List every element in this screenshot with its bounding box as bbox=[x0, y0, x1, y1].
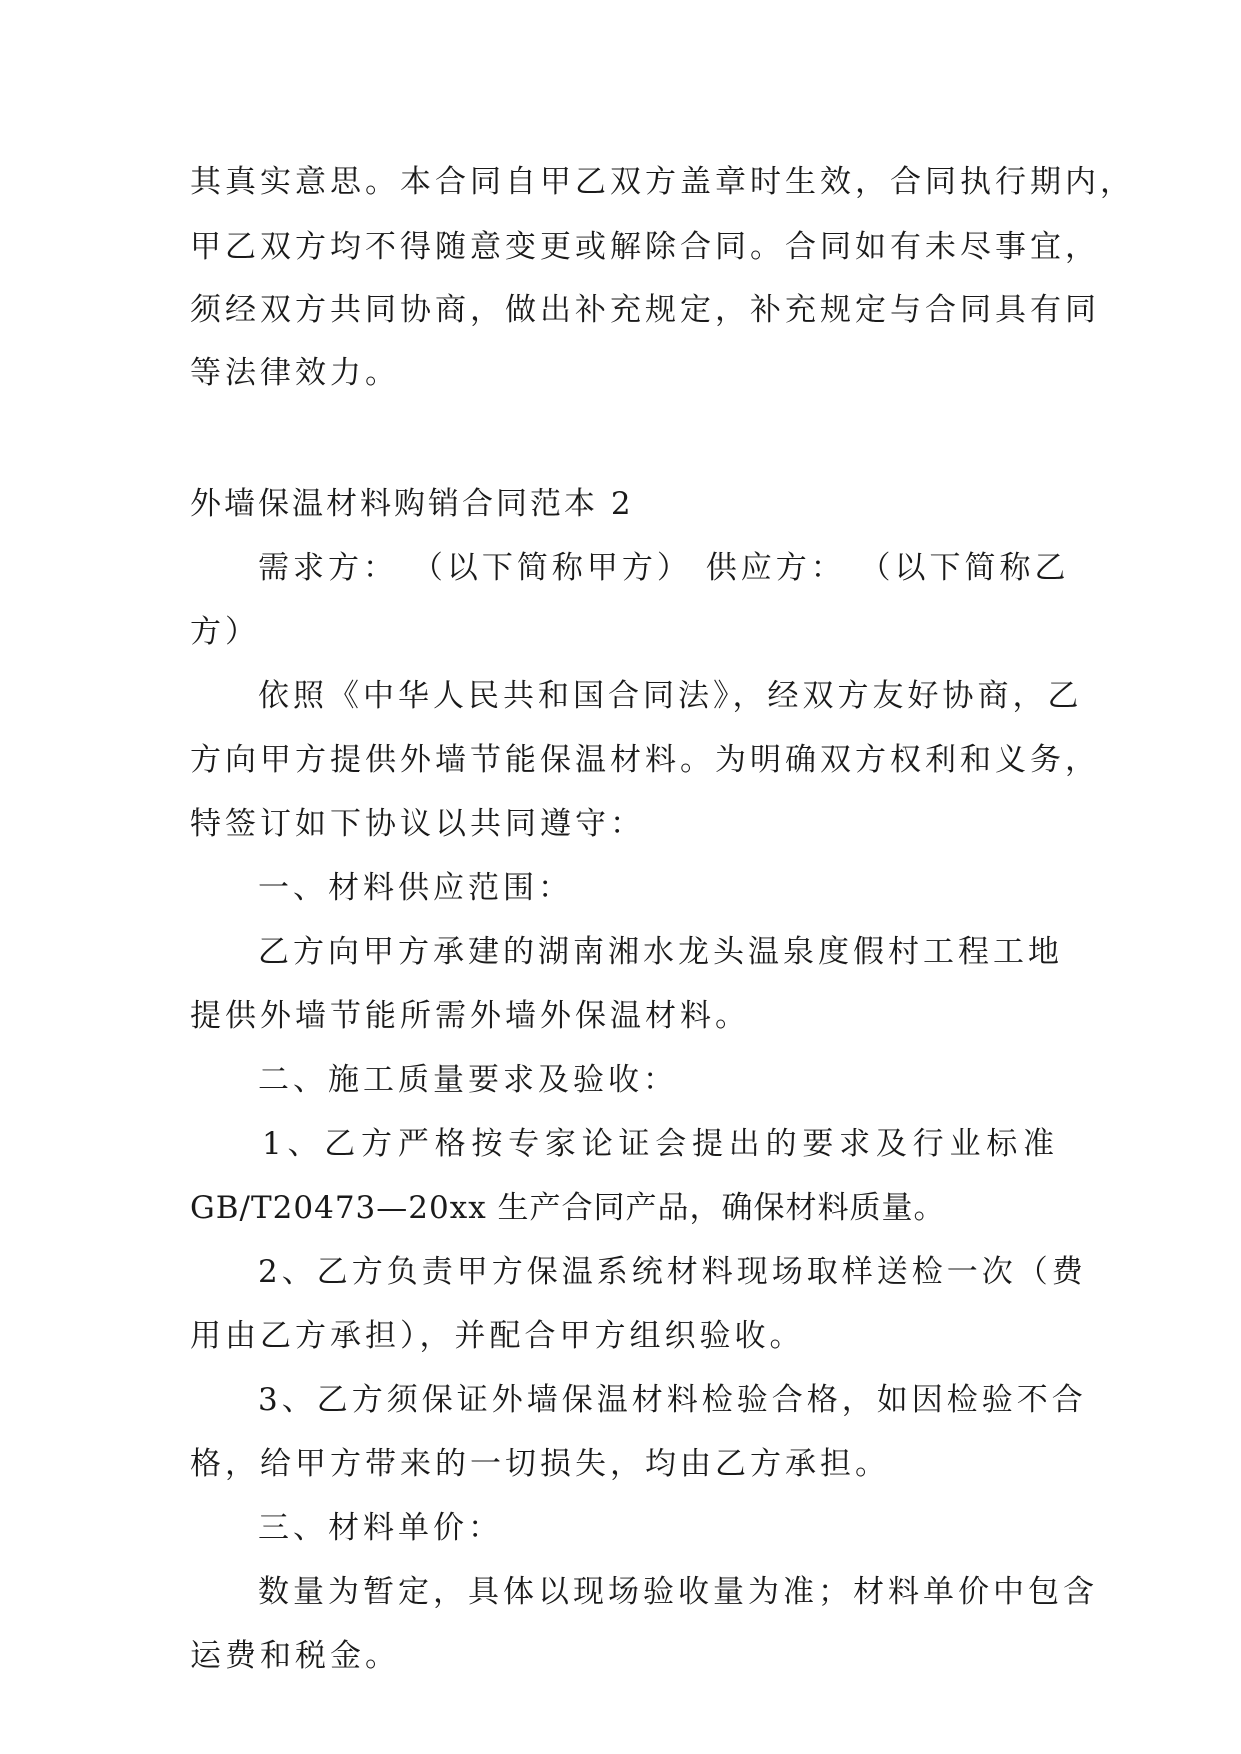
intro-line: 依照《中华人民共和国合同法》，经双方友好协商，乙 bbox=[258, 678, 1083, 714]
item-line: GB/T20473—20xx 生产合同产品，确保材料质量。 bbox=[190, 1190, 946, 1226]
section-heading: 二、施工质量要求及验收： bbox=[258, 1062, 678, 1098]
item-line: 1、乙方严格按专家论证会提出的要求及行业标准 bbox=[262, 1126, 1058, 1162]
section-heading: 一、材料供应范围： bbox=[258, 870, 573, 906]
document-title: 外墙保温材料购销合同范本 2 bbox=[190, 486, 634, 522]
section-line: 乙方向甲方承建的湖南湘水龙头温泉度假村工程工地 bbox=[258, 934, 1063, 970]
item-line: 3、乙方须保证外墙保温材料检验合格，如因检验不合 bbox=[258, 1382, 1087, 1418]
intro-line: 特签订如下协议以共同遵守： bbox=[190, 806, 645, 842]
section-line: 提供外墙节能所需外墙外保温材料。 bbox=[190, 998, 750, 1034]
section-heading: 三、材料单价： bbox=[258, 1510, 503, 1546]
paragraph-line: 等法律效力。 bbox=[190, 355, 400, 391]
section-line: 数量为暂定，具体以现场验收量为准；材料单价中包含 bbox=[258, 1574, 1098, 1610]
item-line: 2、乙方负责甲方保温系统材料现场取样送检一次（费 bbox=[258, 1254, 1087, 1290]
intro-line: 方向甲方提供外墙节能保温材料。为明确双方权利和义务， bbox=[190, 742, 1100, 778]
item-line: 用由乙方承担），并配合甲方组织验收。 bbox=[190, 1318, 805, 1354]
section-line: 运费和税金。 bbox=[190, 1638, 400, 1674]
parties-line: 方） bbox=[190, 614, 260, 650]
paragraph-line: 须经双方共同协商，做出补充规定，补充规定与合同具有同 bbox=[190, 292, 1100, 328]
paragraph-line: 其真实意思。本合同自甲乙双方盖章时生效，合同执行期内， bbox=[190, 164, 1135, 200]
paragraph-line: 甲乙双方均不得随意变更或解除合同。合同如有未尽事宜， bbox=[190, 229, 1100, 265]
item-line: 格，给甲方带来的一切损失，均由乙方承担。 bbox=[190, 1446, 890, 1482]
parties-line: 需求方： （以下简称甲方） 供应方： （以下简称乙 bbox=[258, 550, 1070, 586]
